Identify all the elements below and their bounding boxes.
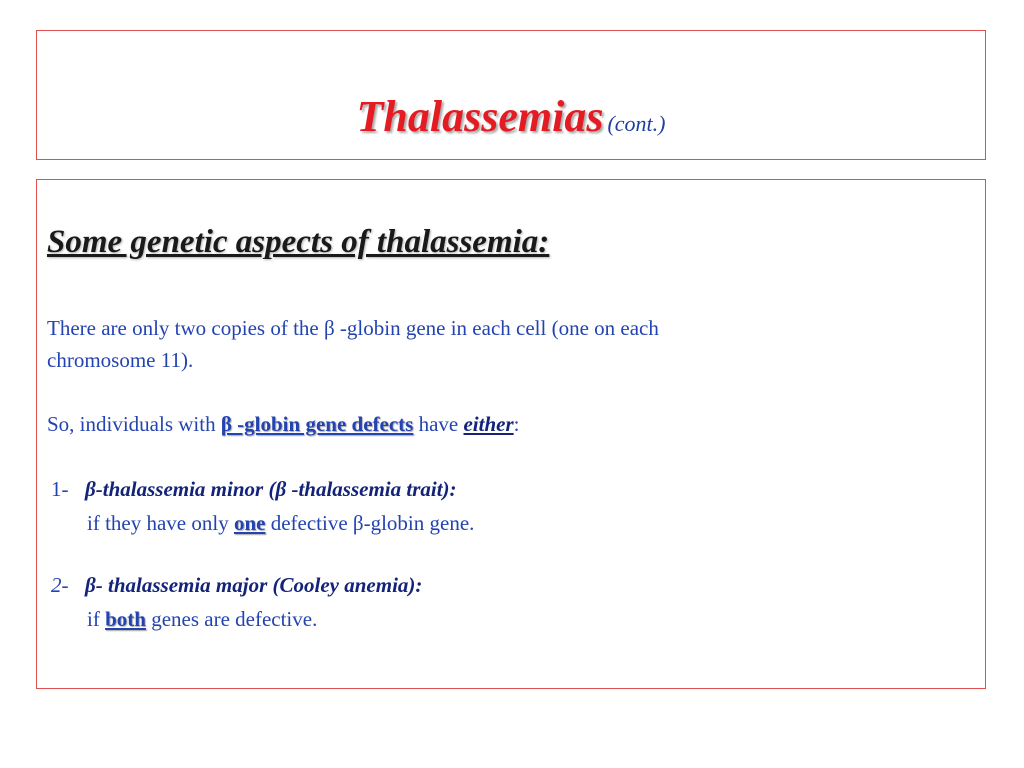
paragraph-individuals <box>47 408 520 440</box>
title-main: Thalassemias <box>356 92 604 141</box>
list-item-number: 2- <box>51 573 69 597</box>
emphasis-either: either <box>463 412 514 436</box>
list-item-detail-prefix: if they have only <box>87 511 234 535</box>
list-item-title: β- thalassemia major (Cooley anemia): <box>85 573 423 597</box>
list-item-title: β-thalassemia minor (β -thalassemia trait): <box>85 477 457 501</box>
title-suffix: (cont.) <box>607 111 666 136</box>
list-item-detail-suffix: genes are defective. <box>145 607 318 631</box>
list-item-number: 1- <box>51 477 69 501</box>
highlight-both: both <box>105 607 146 631</box>
list-item-minor <box>51 472 474 540</box>
list-item-detail-prefix: if <box>87 607 106 631</box>
section-heading: Some genetic aspects of thalassemia: <box>47 224 550 260</box>
title-box <box>36 30 986 160</box>
list-item-detail <box>51 602 422 636</box>
highlight-gene-defects: β -globin gene defects <box>220 412 414 436</box>
paragraph-individuals-middle: have <box>413 412 464 436</box>
list-item-major <box>51 568 422 636</box>
paragraph-individuals-prefix: So, individuals with <box>47 412 221 436</box>
paragraph-individuals-suffix: : <box>513 412 520 436</box>
highlight-one: one <box>233 511 266 535</box>
list-item-detail-suffix: defective β-globin gene. <box>265 511 475 535</box>
list-item-detail <box>51 506 474 540</box>
paragraph-gene-copies-line2: chromosome 11). <box>47 348 194 372</box>
paragraph-gene-copies-line1: There are only two copies of the β -globin gene in each cell (one on each <box>47 316 659 340</box>
content-box <box>36 179 986 689</box>
slide-title <box>37 92 985 141</box>
paragraph-gene-copies <box>47 312 659 376</box>
